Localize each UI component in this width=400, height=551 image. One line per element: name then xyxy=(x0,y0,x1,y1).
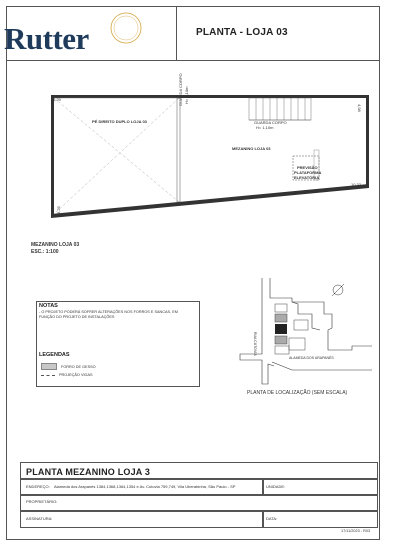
legend-item xyxy=(41,363,96,370)
plaster-ceiling-swatch xyxy=(41,363,57,370)
logo-seal xyxy=(108,10,144,46)
mezzanine-label: MEZANINO LOJA 03 xyxy=(232,146,271,151)
stair-guard-label: GUARDA CORPO xyxy=(254,120,287,125)
platform-label-3: ELEVATÓRIA xyxy=(294,175,320,180)
signature-label: ASSINATURA: xyxy=(26,516,53,521)
location-plan-title: PLANTA DE LOCALIZAÇÃO (SEM ESCALA) xyxy=(247,390,348,396)
notes-text: - O PROJETO PODERÁ SOFRER ALTERAÇÕES NOS FORROS E SANCAS, EM FUNÇÃO DO PROJETO DE INSTALAÇÕES xyxy=(39,310,178,319)
mezzanine-floor-plan xyxy=(51,94,369,224)
plan-scale: ESC.: 1:100 xyxy=(31,249,59,255)
date-label: DATA: xyxy=(266,516,278,521)
legend-item xyxy=(41,373,93,377)
sheet-border xyxy=(6,6,380,540)
title-block-title: PLANTA MEZANINO LOJA 3 xyxy=(26,467,151,477)
double-height-label: PÉ DIREITO DUPLO LOJA 03 xyxy=(92,119,147,124)
sheet-title: PLANTA - LOJA 03 xyxy=(196,27,288,38)
dimension-right-top: 4,98 xyxy=(357,104,362,112)
dimension-top-left: 6,29 xyxy=(53,97,61,102)
revision-date: 17/11/2023 - R03 xyxy=(341,529,371,533)
platform-label-1: PREVISÃO xyxy=(297,165,318,170)
address-value: Alameda dos Arapanés 1384,1368,1364,1354 e Av. Cutovia 759,749, Vila Uberabinha, São Paulo - SP xyxy=(54,484,236,489)
platform-label-2: PLATAFORMA xyxy=(294,170,322,175)
date-cell xyxy=(262,510,378,528)
header-vertical-divider xyxy=(176,6,177,60)
legend-title: LEGENDAS xyxy=(39,352,70,358)
dimension-right-bottom: 10,32 xyxy=(351,182,362,187)
stair-guard-height: H= 1,10m xyxy=(256,125,274,130)
company-logo: Rutter xyxy=(4,21,89,56)
notes-title: NOTAS xyxy=(39,303,58,309)
street-label-horizontal: ALAMEDA DOS ARAPANÉS xyxy=(289,356,334,360)
address-label: ENDEREÇO: xyxy=(26,484,50,489)
signature-cell xyxy=(20,510,264,528)
guard-rail-height: H= 1,10m xyxy=(184,86,189,104)
owner-label: PROPRIETÁRIO: xyxy=(26,499,58,504)
unit-label: UNIDADE: xyxy=(266,484,286,489)
beam-projection-line xyxy=(41,375,55,376)
legend-label: FORRO DE GESSO xyxy=(61,364,96,369)
header-divider xyxy=(6,60,380,61)
street-label-vertical: RUA CUTOVIA xyxy=(253,332,257,356)
dimension-bottom-left: 6,29 xyxy=(56,206,61,214)
plan-title: MEZANINO LOJA 03 xyxy=(31,242,80,248)
legend-label: PROJEÇÃO VIGAS xyxy=(59,373,93,377)
guard-rail-label: GUARDA CORPO xyxy=(178,73,183,106)
